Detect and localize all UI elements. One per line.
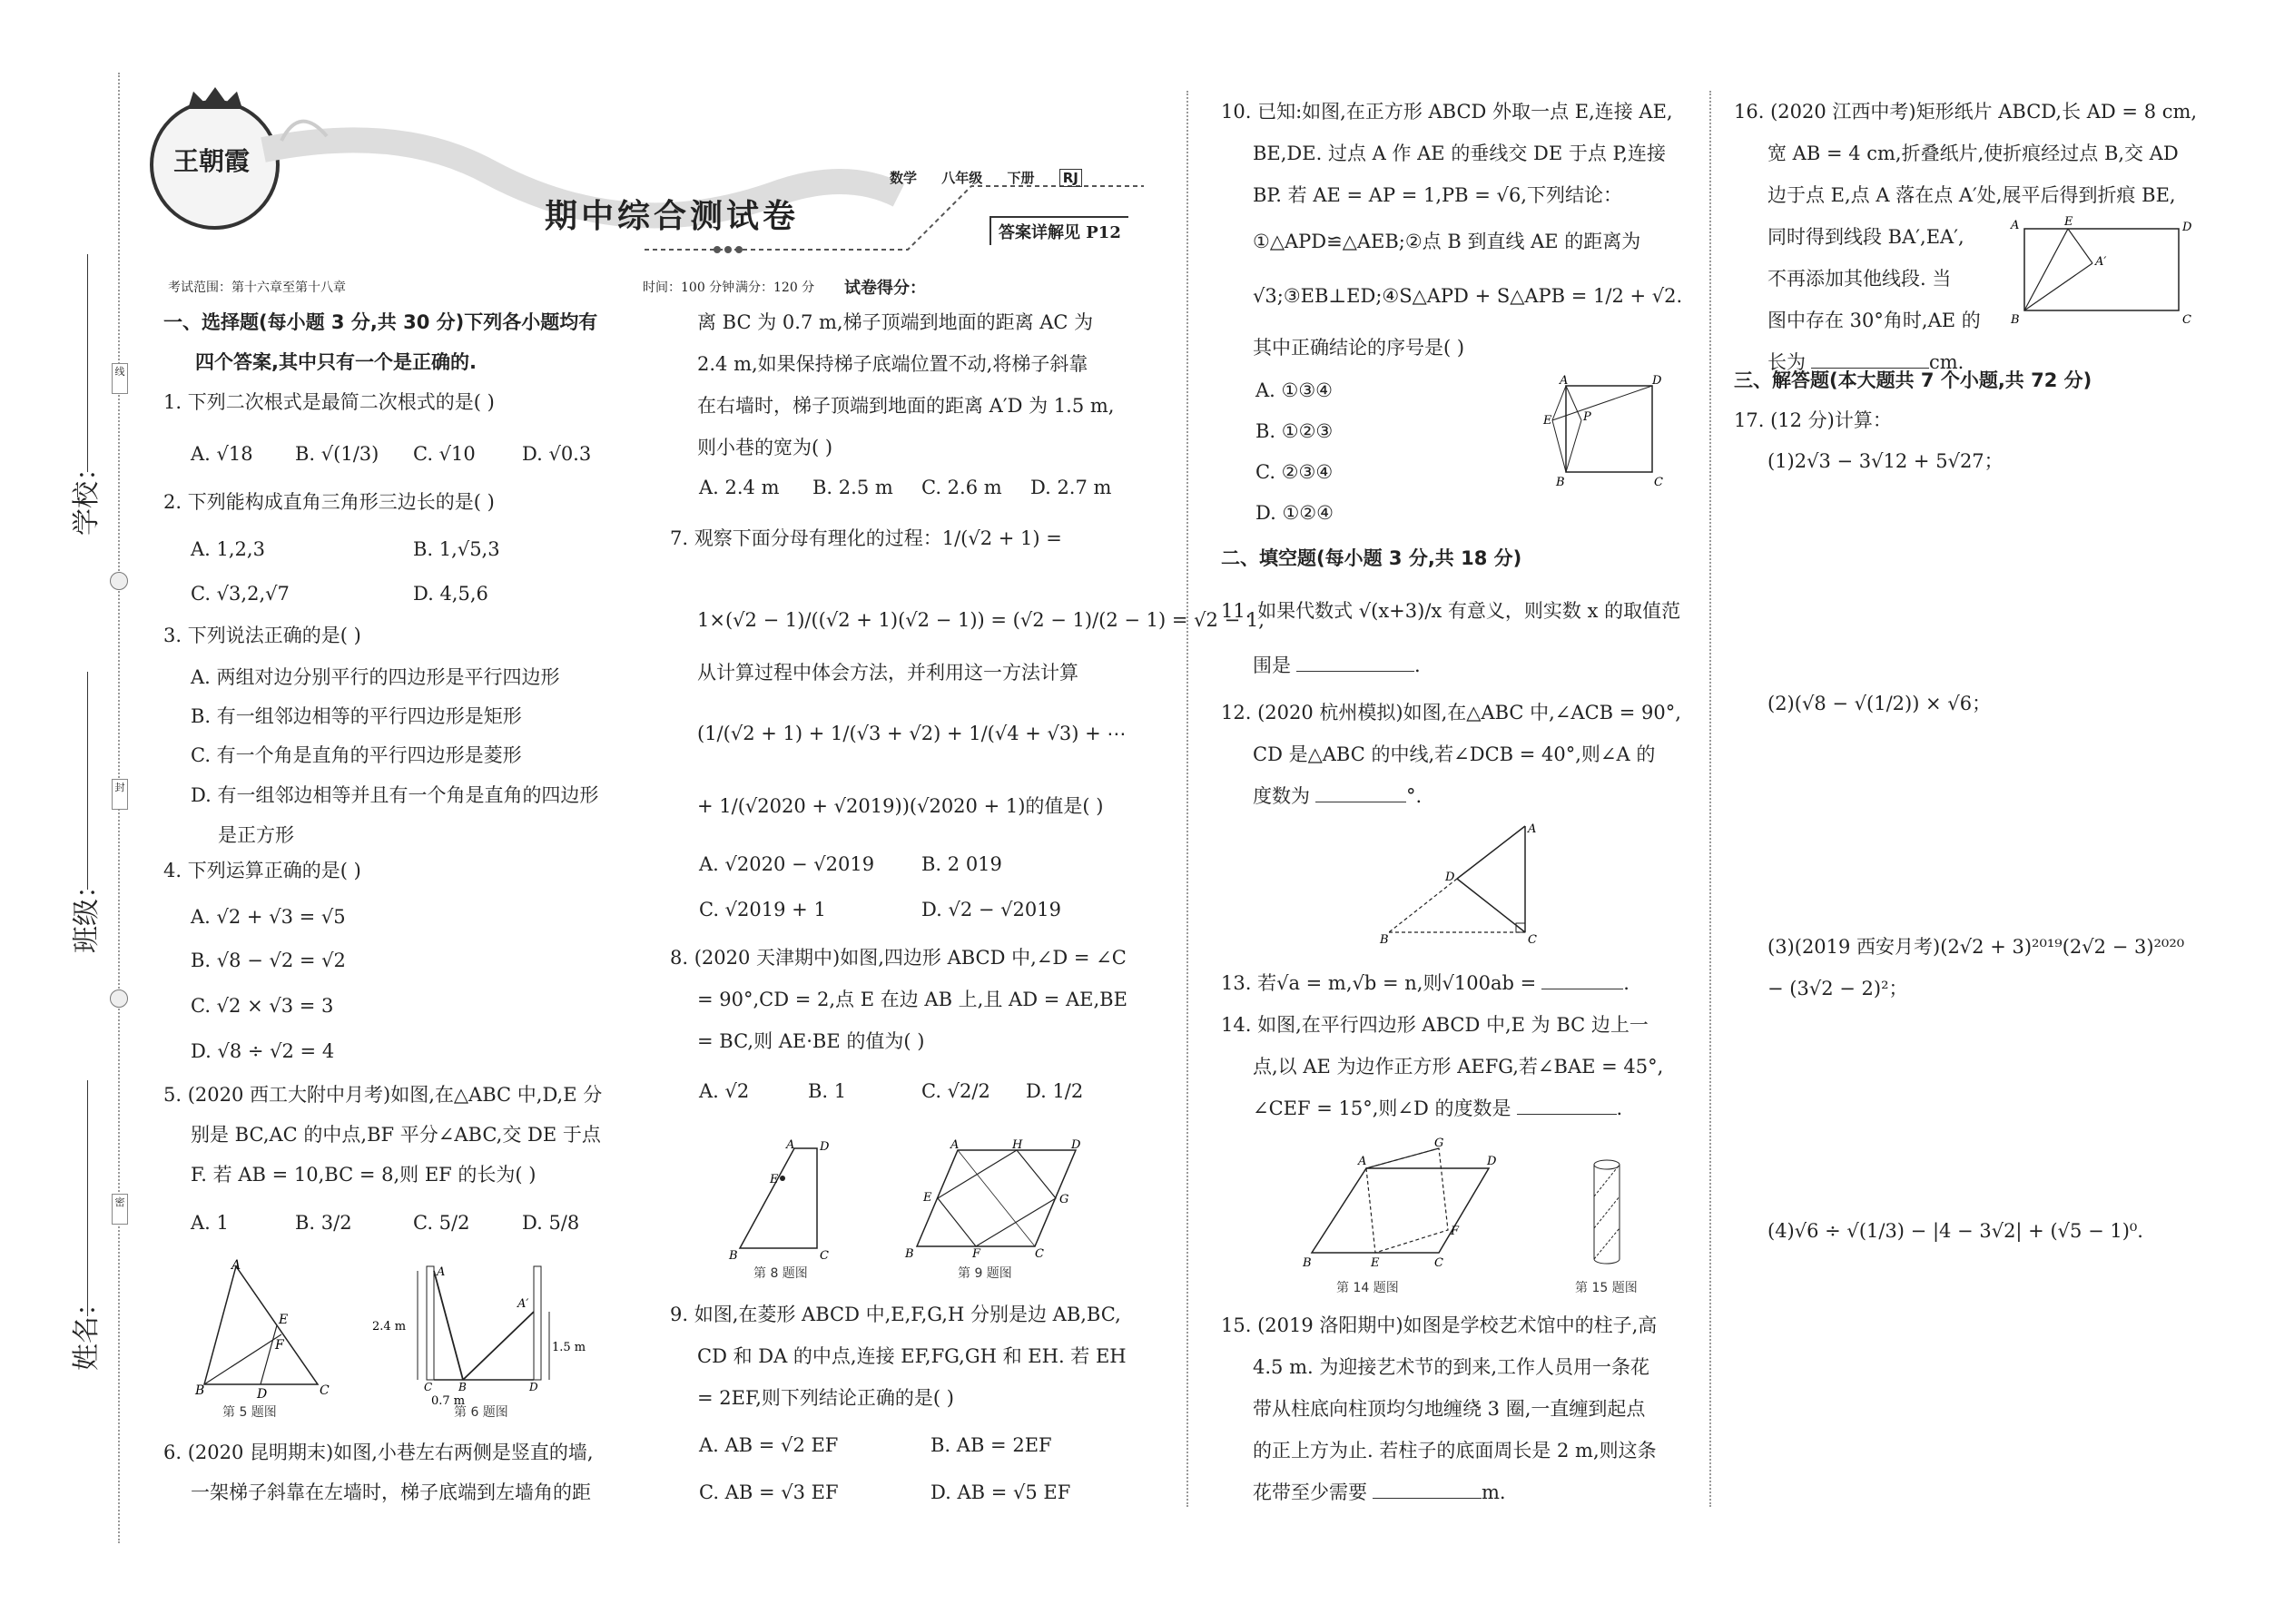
question-5-line2: 别是 BC,AC 的中点,BF 平分∠ABC,交 DE 于点 — [191, 1124, 601, 1146]
svg-text:B: B — [458, 1381, 467, 1393]
question-15-line4: 的正上方为止. 若柱子的底面周长是 2 m,则这条 — [1253, 1440, 1657, 1462]
svg-text:F: F — [275, 1338, 284, 1353]
svg-text:A: A — [950, 1138, 960, 1152]
question-15-line5 — [1253, 1471, 1506, 1513]
tag-subject: 数学 — [890, 170, 918, 186]
svg-text:C: C — [320, 1383, 330, 1398]
q8-option-b[interactable]: B. 1 — [808, 1080, 847, 1102]
svg-text:C: C — [820, 1249, 829, 1263]
q8-option-a[interactable]: A. √2 — [699, 1080, 750, 1102]
question-7-line4: (1/(√2 + 1) + 1/(√3 + √2) + 1/(√4 + √3) + ⋯ — [697, 723, 1127, 744]
figure-14-caption: 第 14 题图 — [1336, 1281, 1399, 1295]
q3-option-d-cont: 是正方形 — [218, 824, 294, 846]
question-6-line6: 则小巷的宽为( ) — [697, 437, 833, 458]
svg-text:C: C — [1654, 476, 1663, 489]
svg-text:E: E — [923, 1191, 932, 1205]
q16-text: 长为 — [1767, 351, 1806, 373]
question-7: 7. 观察下面分母有理化的过程：1/(√2 + 1) = — [670, 527, 1062, 549]
svg-text:C: C — [1035, 1247, 1044, 1261]
q15-text: 花带至少需要 — [1253, 1481, 1367, 1503]
q5-option-c[interactable]: C. 5/2 — [413, 1212, 470, 1234]
question-10: 10. 已知:如图,在正方形 ABCD 外取一点 E,连接 AE, — [1221, 101, 1673, 123]
question-17-part-4: (4)√6 ÷ √(1/3) − |4 − 3√2| + (√5 − 1)⁰. — [1767, 1220, 2143, 1242]
svg-text:E: E — [1371, 1256, 1380, 1270]
svg-text:D: D — [529, 1381, 538, 1393]
question-10-line4: ①△APD≌△AEB;②点 B 到直线 AE 的距离为 — [1253, 231, 1641, 252]
question-6-line4: 2.4 m,如果保持梯子底端位置不动,将梯子斜靠 — [697, 353, 1088, 375]
svg-text:C: C — [1434, 1256, 1443, 1270]
question-9-line2: CD 和 DA 的中点,连接 EF,FG,GH 和 EH. 若 EH — [697, 1345, 1127, 1367]
q9-option-a[interactable]: A. AB = √2 EF — [699, 1434, 839, 1456]
svg-text:F: F — [1451, 1225, 1460, 1238]
question-17-part-2: (2)(√8 − √(1/2)) × √6； — [1767, 693, 1992, 714]
q1-option-d[interactable]: D. √0.3 — [522, 443, 592, 465]
q4-option-a[interactable]: A. √2 + √3 = √5 — [191, 906, 346, 928]
seal-mark: 密 — [112, 1194, 128, 1225]
q1-option-c[interactable]: C. √10 — [413, 443, 476, 465]
question-8: 8. (2020 天津期中)如图,四边形 ABCD 中,∠D = ∠C — [670, 947, 1127, 969]
question-1: 1. 下列二次根式是最简二次根式的是( ) — [163, 391, 495, 413]
q7-option-b[interactable]: B. 2 019 — [921, 853, 1002, 875]
q15-answer-blank[interactable] — [1373, 1480, 1482, 1499]
figure-15 — [1580, 1157, 1634, 1271]
q1-option-a[interactable]: A. √18 — [191, 443, 253, 465]
q14-answer-blank[interactable] — [1517, 1096, 1617, 1115]
question-14: 14. 如图,在平行四边形 ABCD 中,E 为 BC 边上一 — [1221, 1014, 1649, 1036]
q4-option-c[interactable]: C. √2 × √3 = 3 — [191, 995, 334, 1017]
figure-16 — [2006, 215, 2197, 327]
svg-text:D: D — [1487, 1155, 1497, 1168]
q3-option-d[interactable]: D. 有一组邻边相等并且有一个角是直角的四边形 — [191, 784, 599, 806]
q8-option-c[interactable]: C. √2/2 — [921, 1080, 990, 1102]
question-16-line4: 同时得到线段 BA′,EA′, — [1767, 226, 1964, 248]
question-17-part-3-cont: − (3√2 − 2)²； — [1767, 978, 1908, 999]
svg-text:D: D — [1652, 374, 1662, 388]
svg-text:A: A — [1560, 374, 1569, 388]
q7-option-a[interactable]: A. √2020 − √2019 — [699, 853, 875, 875]
exam-scope: 考试范围：第十六章至第十八章 — [168, 281, 346, 295]
question-8-line3: = BC,则 AE·BE 的值为( ) — [697, 1030, 925, 1052]
question-16: 16. (2020 江西中考)矩形纸片 ABCD,长 AD = 8 cm, — [1734, 101, 2198, 123]
figure-12 — [1380, 822, 1543, 947]
figure-14 — [1298, 1139, 1507, 1275]
brand-logo — [150, 100, 280, 230]
figure-9 — [903, 1139, 1094, 1262]
svg-text:E: E — [770, 1173, 779, 1186]
question-16-line6: 图中存在 30°角时,AE 的 — [1767, 310, 1981, 331]
q8-option-d[interactable]: D. 1/2 — [1026, 1080, 1084, 1102]
figure-5 — [195, 1258, 331, 1402]
svg-text:H: H — [1012, 1138, 1023, 1152]
q10-option-b[interactable]: B. ①②③ — [1255, 420, 1334, 442]
question-2: 2. 下列能构成直角三角形三边长的是( ) — [163, 491, 495, 513]
question-15-line3: 带从柱底向柱顶均匀地缠绕 3 圈,一直缠到起点 — [1253, 1398, 1646, 1420]
exam-full: 满分：120 分 — [735, 281, 815, 295]
q5-option-d[interactable]: D. 5/8 — [522, 1212, 580, 1234]
question-17-part-1: (1)2√3 − 3√12 + 5√27； — [1767, 450, 2004, 472]
svg-text:A: A — [1358, 1155, 1367, 1168]
question-5: 5. (2020 西工大附中月考)如图,在△ABC 中,D,E 分 — [163, 1084, 603, 1106]
q9-option-d[interactable]: D. AB = √5 EF — [930, 1481, 1071, 1503]
question-17-part-3: (3)(2019 西安月考)(2√2 + 3)²⁰¹⁹(2√2 − 3)²⁰²⁰ — [1767, 936, 2185, 958]
q5-option-a[interactable]: A. 1 — [191, 1212, 229, 1234]
q15-unit: m. — [1482, 1481, 1506, 1503]
q11-answer-blank[interactable] — [1296, 653, 1414, 672]
svg-text:B: B — [2011, 313, 2020, 327]
q10-option-a[interactable]: A. ①③④ — [1255, 379, 1333, 401]
question-10-line3: BP. 若 AE = AP = 1,PB = √6,下列结论： — [1253, 184, 1622, 206]
svg-text:A: A — [786, 1138, 795, 1152]
question-7-line5: + 1/(√2020 + √2019))(√2020 + 1)的值是( ) — [697, 795, 1104, 817]
q7-option-c[interactable]: C. √2019 + 1 — [699, 899, 826, 920]
svg-text:D: D — [820, 1140, 830, 1154]
q11-text: 围是 — [1253, 655, 1291, 676]
question-9: 9. 如图,在菱形 ABCD 中,E,F,G,H 分别是边 AB,BC, — [670, 1304, 1121, 1325]
tag-grade: 八年级 — [941, 170, 983, 186]
tag-volume: 下册 — [1007, 170, 1035, 186]
svg-text:A′: A′ — [2095, 255, 2107, 269]
svg-text:0.7 m: 0.7 m — [431, 1394, 466, 1408]
question-10-line2: BE,DE. 过点 A 作 AE 的垂线交 DE 于点 P,连接 — [1253, 143, 1667, 164]
q1-option-b[interactable]: B. √(1/3) — [295, 443, 379, 465]
q6-option-a[interactable]: A. 2.4 m — [699, 477, 780, 498]
question-17 — [1734, 399, 1892, 441]
question-11-line2: 围是 . — [1253, 655, 1421, 676]
q5-option-b[interactable]: B. 3/2 — [295, 1212, 352, 1234]
question-7-line2: 1×(√2 − 1)/((√2 + 1)(√2 − 1)) = (√2 − 1)/(2 − 1) = √2 − 1, — [697, 609, 1265, 631]
section-1-heading-cont: 四个答案,其中只有一个是正确的. — [195, 351, 477, 373]
question-15: 15. (2019 洛阳期中)如图是学校艺术馆中的柱子,高 — [1221, 1314, 1658, 1336]
column-divider — [1186, 91, 1188, 1507]
subject-tags — [890, 168, 1082, 187]
question-15-line2: 4.5 m. 为迎接艺术节的到来,工作人员用一条花 — [1253, 1356, 1650, 1378]
q17-title: 17. (12 分)计算： — [1734, 409, 1892, 431]
exam-score: 试卷得分： — [844, 279, 926, 298]
question-12-line3 — [1253, 775, 1422, 817]
name-line — [87, 1080, 88, 1316]
svg-text:G: G — [1434, 1137, 1444, 1150]
q14-text: ∠CEF = 15°,则∠D 的度数是 — [1253, 1097, 1511, 1119]
q4-option-b[interactable]: B. √8 − √2 = √2 — [191, 950, 346, 971]
q6-option-c[interactable]: C. 2.6 m — [921, 477, 1002, 498]
svg-text:B: B — [195, 1383, 205, 1398]
svg-text:A: A — [1528, 822, 1537, 836]
question-10-line5: √3;③EB⊥ED;④S△APD + S△APB = 1/2 + √2. — [1253, 285, 1683, 307]
class-label: 班级： — [71, 871, 103, 953]
question-5-line3: F. 若 AB = 10,BC = 8,则 EF 的长为( ) — [191, 1164, 537, 1186]
question-11: 11. 如果代数式 √(x+3)/x 有意义，则实数 x 的取值范 — [1221, 600, 1681, 622]
logo-text: 王朝霞 — [172, 146, 250, 176]
question-6-line5: 在右墙时，梯子顶端到地面的距离 A′D 为 1.5 m, — [697, 395, 1115, 417]
figure-8 — [726, 1139, 862, 1262]
question-9-line3: = 2EF,则下列结论正确的是( ) — [697, 1387, 954, 1409]
svg-text:E: E — [1543, 414, 1552, 428]
seal-mark: 封 — [112, 779, 128, 810]
figure-5-caption: 第 5 题图 — [222, 1405, 277, 1420]
q6-option-b[interactable]: B. 2.5 m — [812, 477, 893, 498]
q10-option-c[interactable]: C. ②③④ — [1255, 461, 1334, 483]
q4-option-d[interactable]: D. √8 ÷ √2 = 4 — [191, 1040, 335, 1062]
q2-option-b[interactable]: B. 1,√5,3 — [413, 538, 500, 560]
question-6-line3: 离 BC 为 0.7 m,梯子顶端到地面的距离 AC 为 — [697, 311, 1094, 333]
q13-text: 13. 若√a = m,√b = n,则√100ab = — [1221, 972, 1537, 994]
q16-unit: cm. — [1929, 351, 1964, 373]
q13-answer-blank[interactable] — [1541, 970, 1623, 989]
logo-crown-icon — [188, 87, 242, 109]
binding-hole-icon — [110, 572, 128, 590]
figure-8-caption: 第 8 题图 — [753, 1266, 808, 1281]
tag-edition: RJ — [1059, 169, 1082, 187]
svg-text:D: D — [257, 1387, 268, 1402]
section-2-heading: 二、填空题(每小题 3 分,共 18 分) — [1221, 547, 1522, 569]
figure-6-caption: 第 6 题图 — [454, 1405, 508, 1420]
svg-text:B: B — [1556, 476, 1565, 489]
q2-option-d[interactable]: D. 4,5,6 — [413, 583, 488, 605]
question-6: 6. (2020 昆明期末)如图,小巷左右两侧是竖直的墙, — [163, 1442, 594, 1463]
svg-text:P: P — [1583, 410, 1591, 424]
q10-option-d[interactable]: D. ①②④ — [1255, 502, 1334, 524]
question-14-line3: ∠CEF = 15°,则∠D 的度数是 . — [1253, 1097, 1623, 1119]
svg-text:B: B — [729, 1249, 738, 1263]
section-3-heading: 三、解答题(本大题共 7 个小题,共 72 分) — [1734, 369, 2092, 391]
svg-text:C: C — [424, 1381, 433, 1393]
figure-10 — [1543, 374, 1670, 495]
q3-option-b[interactable]: B. 有一组邻边相等的平行四边形是矩形 — [191, 705, 522, 727]
figure-6 — [368, 1262, 595, 1408]
svg-text:D: D — [1071, 1138, 1081, 1152]
name-label: 姓名： — [71, 1289, 103, 1371]
question-16-line3: 边于点 E,点 A 落在点 A′处,展平后得到折痕 BE, — [1767, 184, 2176, 206]
exam-time: 时间：100 分钟 — [643, 281, 735, 295]
school-line — [87, 254, 88, 472]
answer-ref: 答案详解见 P12 — [989, 216, 1128, 245]
question-13: 13. 若√a = m,√b = n,则√100ab = . — [1221, 972, 1629, 994]
svg-text:A: A — [437, 1265, 446, 1279]
question-3: 3. 下列说法正确的是( ) — [163, 625, 361, 646]
q3-option-a[interactable]: A. 两组对边分别平行的四边形是平行四边形 — [191, 666, 560, 688]
column-divider — [1709, 91, 1711, 1507]
svg-text:2.4 m: 2.4 m — [372, 1320, 407, 1334]
question-8-line2: = 90°,CD = 2,点 E 在边 AB 上,且 AD = AE,BE — [697, 989, 1127, 1010]
q12-text: 度数为 — [1253, 785, 1310, 807]
question-7-line3: 从计算过程中体会方法，并利用这一方法计算 — [697, 662, 1078, 684]
q12-degree: °. — [1406, 785, 1423, 807]
page-title: 期中综合测试卷 — [545, 197, 800, 235]
q6-option-d[interactable]: D. 2.7 m — [1030, 477, 1112, 498]
svg-text:F: F — [972, 1247, 981, 1261]
q2-option-a[interactable]: A. 1,2,3 — [191, 538, 265, 560]
q9-option-b[interactable]: B. AB = 2EF — [930, 1434, 1052, 1456]
section-1-heading: 一、选择题(每小题 3 分,共 30 分)下列各小题均有 — [163, 311, 598, 333]
svg-text:B: B — [905, 1247, 914, 1261]
svg-text:C: C — [1528, 933, 1537, 947]
question-12-line2: CD 是△ABC 的中线,若∠DCB = 40°,则∠A 的 — [1253, 743, 1656, 765]
figure-9-caption: 第 9 题图 — [958, 1266, 1012, 1281]
svg-text:B: B — [1380, 933, 1389, 947]
question-6-line2: 一架梯子斜靠在左墙时，梯子底端到左墙角的距 — [191, 1481, 591, 1503]
figure-15-caption: 第 15 题图 — [1575, 1281, 1638, 1295]
q12-answer-blank[interactable] — [1315, 783, 1406, 802]
seal-mark: 线 — [112, 363, 128, 394]
svg-text:D: D — [1445, 871, 1455, 884]
binding-hole-icon — [110, 989, 128, 1008]
svg-text:B: B — [1303, 1256, 1312, 1270]
class-line — [87, 672, 88, 890]
question-4: 4. 下列运算正确的是( ) — [163, 860, 361, 881]
svg-text:C: C — [2182, 313, 2191, 327]
svg-text:E: E — [279, 1313, 289, 1327]
question-16-line5: 不再添加其他线段. 当 — [1767, 268, 1952, 290]
svg-text:A: A — [231, 1258, 241, 1273]
svg-text:A′: A′ — [517, 1297, 529, 1311]
q9-option-c[interactable]: C. AB = √3 EF — [699, 1481, 839, 1503]
svg-text:D: D — [2182, 221, 2192, 234]
q7-option-d[interactable]: D. √2 − √2019 — [921, 899, 1061, 920]
svg-text:1.5 m: 1.5 m — [552, 1341, 586, 1354]
question-16-line2: 宽 AB = 4 cm,折叠纸片,使折痕经过点 B,交 AD — [1767, 143, 2179, 164]
svg-text:A: A — [2011, 219, 2020, 232]
svg-text:E: E — [2064, 215, 2073, 229]
question-10-line6: 其中正确结论的序号是( ) — [1253, 337, 1465, 359]
school-label: 学校： — [71, 454, 103, 536]
svg-text:G: G — [1059, 1193, 1069, 1206]
q3-option-c[interactable]: C. 有一个角是直角的平行四边形是菱形 — [191, 744, 522, 766]
question-14-line2: 点,以 AE 为边作正方形 AEFG,若∠BAE = 45°, — [1253, 1056, 1664, 1078]
question-12: 12. (2020 杭州模拟)如图,在△ABC 中,∠ACB = 90°, — [1221, 702, 1681, 723]
q2-option-c[interactable]: C. √3,2,√7 — [191, 583, 290, 605]
